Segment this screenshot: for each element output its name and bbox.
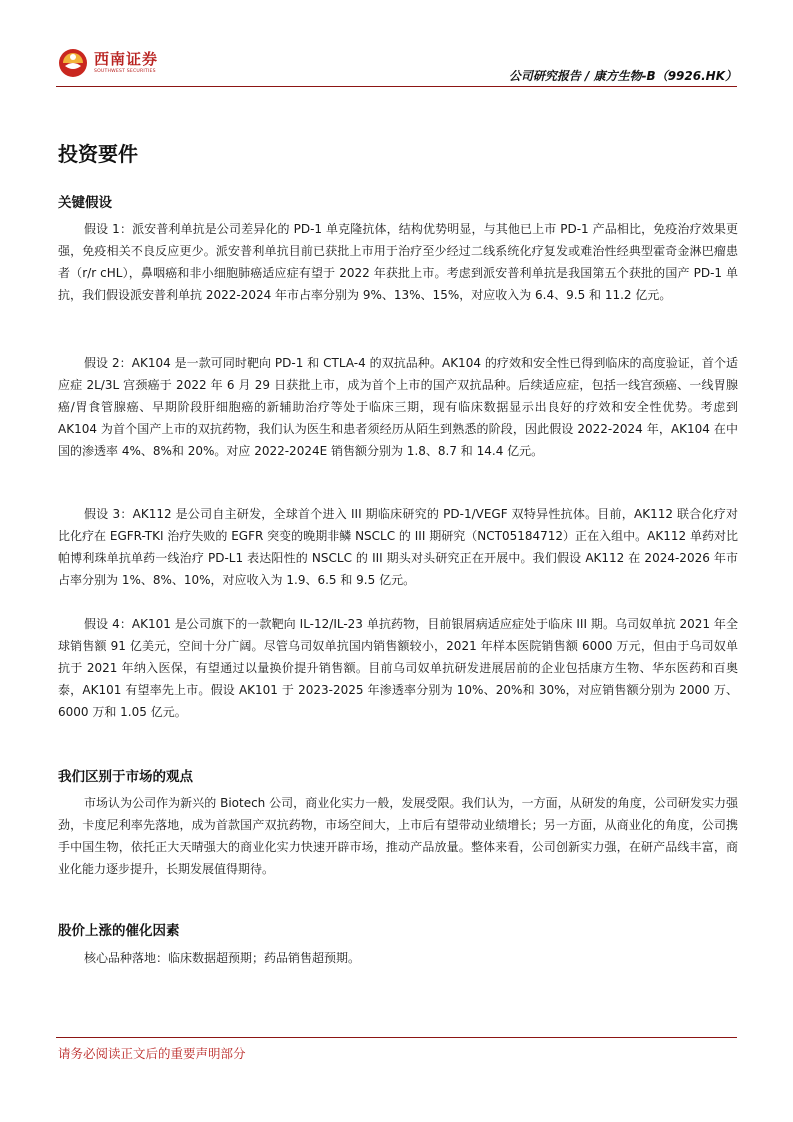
header-divider bbox=[56, 86, 737, 87]
section-heading-catalysts: 股价上涨的催化因素 bbox=[58, 923, 180, 939]
catalysts-paragraph: 核心品种落地：临床数据超预期；药品销售超预期。 bbox=[84, 951, 361, 965]
report-header-title: 公司研究报告 / 康方生物-B（9926.HK） bbox=[508, 69, 737, 83]
logo-emblem-icon bbox=[58, 48, 88, 78]
assumption-2-paragraph: 假设 2：AK104 是一款可同时靶向 PD-1 和 CTLA-4 的双抗品种。AK104 的疗效和安全性已得到临床的高度验证，首个适应症 2L/3L 宫颈癌于 2022 年 6 月 29 日获批上市，成为首个上市的国产双抗品种。后续适应症，包括一线宫颈癌、一线胃腺癌/胃食管腺癌、早期阶段肝细胞癌的新辅助治疗等处于临床三期，现有临床数据显示出良好的疗效和安全性优势。考虑到 AK104 为首个国产上市的双抗药物，我们认为医生和患者须经历从陌生到熟悉的阶段，因此假设 2022-2024 年，AK104 在中国的渗透率 4%、8%和 20%。对应 2022-2024E 销售额分别为 1.8、8.7 和 14.4 亿元。 bbox=[58, 356, 738, 458]
assumption-3-paragraph: 假设 3：AK112 是公司自主研发，全球首个进入 III 期临床研究的 PD-1/VEGF 双特异性抗体。目前，AK112 联合化疗对比化疗在 EGFR-TKI 治疗失败的 EGFR 突变的晚期非鳞 NSCLC 的 III 期研究（NCT05184712）正在入组中。AK112 单药对比帕博利珠单抗单药一线治疗 PD-L1 表达阳性的 NSCLC 的 III 期头对头研究正在开展中。我们假设 AK112 在 2024-2026 年市占率分别为 1%、8%、10%，对应收入为 1.9、6.5 和 9.5 亿元。 bbox=[58, 507, 738, 587]
key-assumptions-body bbox=[58, 218, 738, 306]
page-title: 投资要件 bbox=[58, 142, 138, 166]
brand-name-en: SOUTHWEST SECURITIES bbox=[94, 68, 156, 74]
section-heading-differentiated-view: 我们区别于市场的观点 bbox=[58, 769, 193, 785]
section-heading-key-assumptions: 关键假设 bbox=[58, 195, 112, 211]
key-assumptions-body-2 bbox=[58, 352, 738, 462]
brand-name-cn: 西南证券 bbox=[94, 49, 159, 68]
assumption-1-paragraph: 假设 1：派安普利单抗是公司差异化的 PD-1 单克隆抗体，结构优势明显，与其他已上市 PD-1 产品相比，免疫治疗效果更强，免疫相关不良反应更少。派安普利单抗目前已获批上市用于治疗至少经过二线系统化疗复发或难治性经典型霍奇金淋巴瘤患者（r/r cHL），鼻咽癌和非小细胞肺癌适应症有望于 2022 年获批上市。考虑到派安普利单抗是我国第五个获批的国产 PD-1 单抗，我们假设派安普利单抗 2022-2024 年市占率分别为 9%、13%、15%，对应收入为 6.4、9.5 和 11.2 亿元。 bbox=[58, 222, 738, 302]
key-assumptions-body-3 bbox=[58, 503, 738, 591]
differentiated-view-paragraph: 市场认为公司作为新兴的 Biotech 公司，商业化实力一般，发展受限。我们认为，一方面，从研发的角度，公司研发实力强劲，卡度尼利率先落地，成为首款国产双抗药物，市场空间大，上市后有望带动业绩增长；另一方面，从商业化的角度，公司携手中国生物，依托正大天晴强大的商业化实力快速开辟市场，推动产品放量。整体来看，公司创新实力强，在研产品线丰富，商业化能力逐步提升，长期发展值得期待。 bbox=[58, 796, 738, 876]
assumption-4-paragraph: 假设 4：AK101 是公司旗下的一款靶向 IL-12/IL-23 单抗药物，目前银屑病适应症处于临床 III 期。乌司奴单抗 2021 年全球销售额 91 亿美元，空间十分广阔。尽管乌司奴单抗国内销售额较小，2021 年样本医院销售额 6000 万元，但由于乌司奴单抗于 2021 年纳入医保，有望通过以量换价提升销售额。目前乌司奴单抗研发进展居前的企业包括康方生物、华东医药和百奥泰，AK101 有望率先上市。假设 AK101 于 2023-2025 年渗透率分别为 10%、20%和 30%，对应销售额分别为 2000 万、6000 万和 1.05 亿元。 bbox=[58, 617, 738, 719]
footer-divider bbox=[56, 1037, 737, 1038]
brand-logo bbox=[58, 48, 158, 78]
catalysts-body bbox=[58, 947, 738, 969]
disclaimer-note: 请务必阅读正文后的重要声明部分 bbox=[58, 1046, 246, 1061]
differentiated-view-body bbox=[58, 792, 738, 880]
key-assumptions-body-4 bbox=[58, 613, 738, 723]
